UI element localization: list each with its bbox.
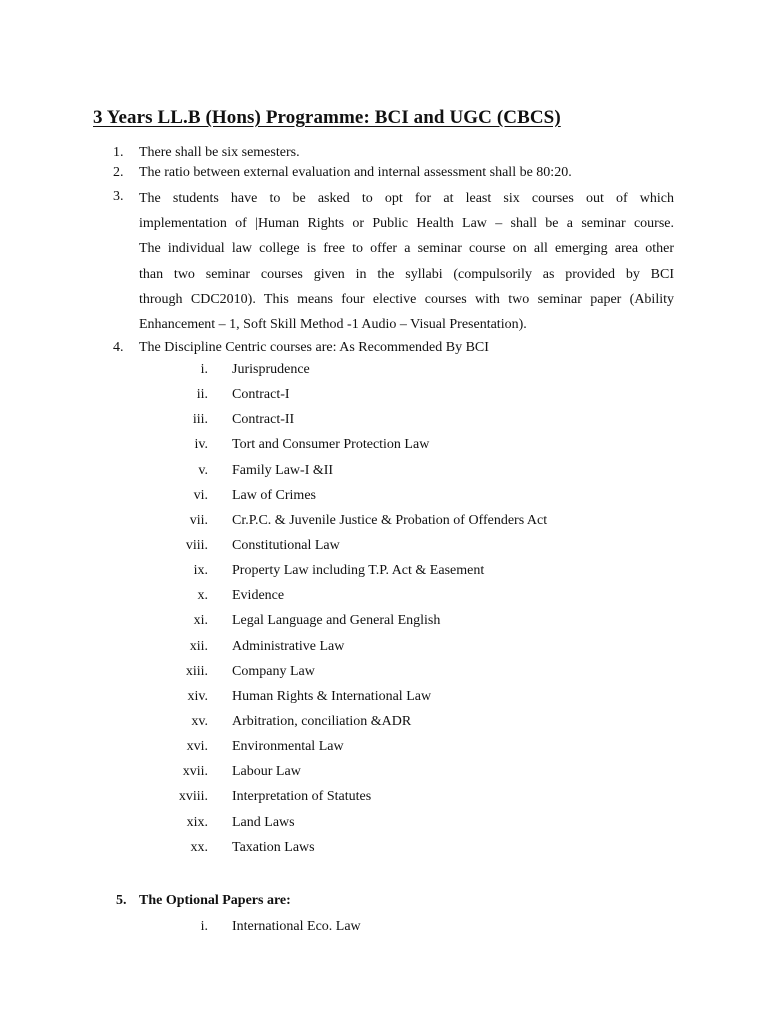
list-item-number: ix. — [193, 563, 208, 579]
list-item-text: Land Laws — [232, 814, 295, 830]
list-item — [0, 919, 768, 944]
list-item-text: Jurisprudence — [232, 362, 310, 377]
discipline-courses-list — [0, 362, 768, 865]
list-item — [0, 639, 768, 664]
list-item — [0, 412, 768, 437]
list-item-number: i. — [200, 362, 208, 377]
list-item-text: Contract-II — [232, 412, 295, 428]
list-item-number: xiii. — [185, 663, 208, 679]
list-item — [0, 387, 768, 412]
list-item-text: Evidence — [232, 588, 285, 604]
list-item-text: Law of Crimes — [232, 487, 316, 503]
section-number: 5. — [116, 893, 127, 908]
list-item-text: Family Law-I &II — [232, 462, 334, 478]
list-item-text: Administrative Law — [232, 638, 345, 654]
list-item-number: xi. — [193, 613, 208, 629]
list-item-number: ii. — [196, 387, 208, 403]
list-item-text: Human Rights & International Law — [232, 688, 432, 704]
item-text: The ratio between external evaluation and internal assessment shall be 80:20. — [139, 165, 572, 180]
paragraph-line: The individual law college is free to offer a seminar course on all emerging area other — [139, 241, 674, 257]
list-item-number: vii. — [189, 512, 208, 528]
list-item — [0, 463, 768, 488]
list-item-number: iv. — [194, 437, 208, 453]
list-item-number: xvii. — [182, 764, 208, 780]
list-item — [0, 563, 768, 588]
list-item-number: xv. — [191, 713, 208, 729]
paragraph-line: through CDC2010). This means four elective courses with two seminar paper (Ability — [139, 291, 674, 307]
list-item-number: i. — [200, 919, 208, 934]
paragraph-line: implementation of |Human Rights or Public Health Law – shall be a seminar course. — [139, 216, 674, 232]
item-number: 2. — [113, 165, 124, 180]
list-item-number: vi. — [193, 487, 208, 503]
list-item-text: Legal Language and General English — [232, 613, 441, 629]
list-item — [0, 664, 768, 689]
list-item — [0, 815, 768, 840]
list-item-number: v. — [198, 462, 208, 478]
list-item-number: xiv. — [187, 688, 208, 704]
list-item-text: International Eco. Law — [232, 919, 361, 934]
item-number: 3. — [113, 189, 124, 204]
list-item — [0, 513, 768, 538]
list-item-text: Property Law including T.P. Act & Easement — [232, 563, 485, 579]
item-number: 4. — [113, 340, 124, 355]
list-item — [0, 613, 768, 638]
paragraph-line: The students have to be asked to opt for at least six courses out of which — [139, 191, 674, 206]
list-item — [0, 437, 768, 462]
list-item-number: x. — [197, 588, 208, 604]
list-item-text: Constitutional Law — [232, 537, 340, 553]
list-item — [0, 739, 768, 764]
list-item-number: xix. — [186, 814, 208, 830]
list-item — [0, 588, 768, 613]
list-item-number: xvi. — [186, 739, 208, 755]
list-item-text: Environmental Law — [232, 739, 344, 755]
item-paragraph — [139, 186, 674, 337]
list-item-number: xx. — [190, 839, 208, 855]
list-item-text: Company Law — [232, 663, 315, 679]
list-item-number: iii. — [192, 412, 208, 428]
list-item-number: viii. — [185, 537, 208, 553]
list-item — [0, 488, 768, 513]
list-item — [0, 840, 768, 865]
item-number: 1. — [113, 145, 124, 160]
list-item — [0, 362, 768, 387]
item-text: There shall be six semesters. — [139, 145, 300, 160]
page-title: 3 Years LL.B (Hons) Programme: BCI and UGC (CBCS) — [93, 107, 561, 128]
list-item — [0, 764, 768, 789]
list-item-text: Labour Law — [232, 764, 301, 780]
item-text: The Discipline Centric courses are: As Recommended By BCI — [139, 340, 489, 355]
list-item-text: Arbitration, conciliation &ADR — [232, 713, 412, 729]
list-item-number: xii. — [189, 638, 208, 654]
list-item — [0, 689, 768, 714]
list-item-text: Cr.P.C. & Juvenile Justice & Probation of Offenders Act — [232, 512, 548, 528]
list-item-text: Taxation Laws — [232, 839, 315, 855]
list-item — [0, 714, 768, 739]
list-item — [0, 789, 768, 814]
paragraph-line: than two seminar courses given in the syllabi (compulsorily as provided by BCI — [139, 266, 674, 282]
section-heading: The Optional Papers are: — [139, 893, 291, 908]
list-item — [0, 538, 768, 563]
list-item-number: xviii. — [178, 789, 208, 805]
paragraph-line: Enhancement – 1, Soft Skill Method -1 Audio – Visual Presentation). — [139, 316, 527, 332]
list-item-text: Interpretation of Statutes — [232, 789, 372, 805]
list-item-text: Contract-I — [232, 387, 290, 403]
list-item-text: Tort and Consumer Protection Law — [232, 437, 430, 453]
